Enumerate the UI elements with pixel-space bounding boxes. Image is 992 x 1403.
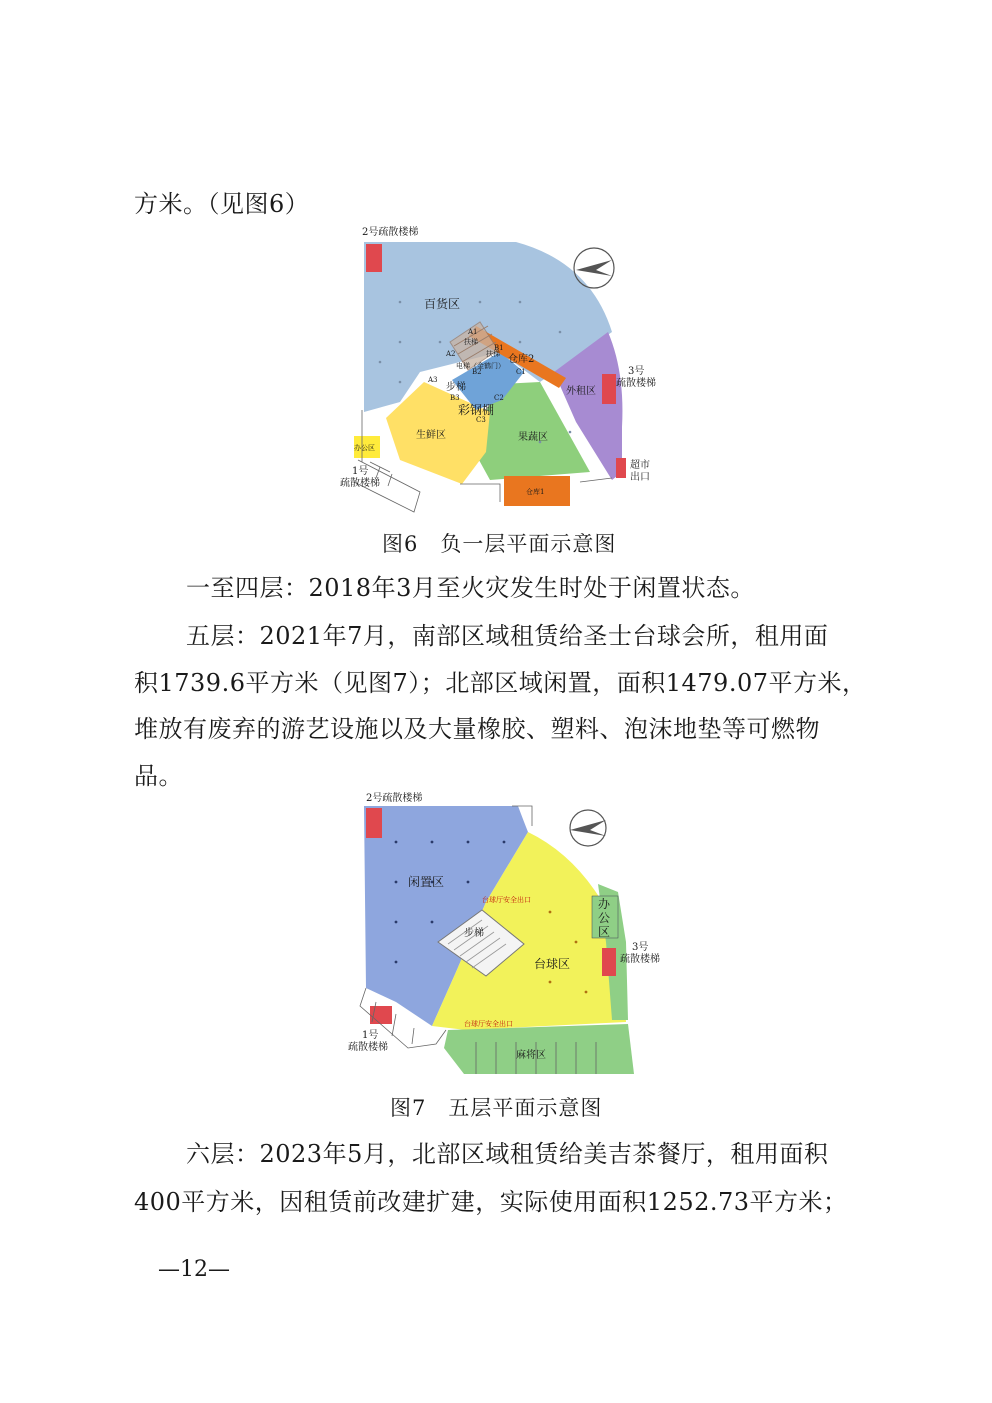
elevator-note-label: 电梯（金鹤门） <box>456 362 505 370</box>
stair1-label-line1: 1号 <box>362 1030 379 1041</box>
outer-rental-label: 外租区 <box>566 386 596 397</box>
office-label-line2: 公 <box>598 911 611 925</box>
page-number: —12— <box>158 1257 230 1282</box>
figure7-caption: 图7 五层平面示意图 <box>390 1096 603 1120</box>
super-exit-label-line2: 出口 <box>630 472 650 483</box>
stair2-block <box>366 808 382 838</box>
mahjong-zone <box>444 1024 634 1074</box>
a3-label: A3 <box>428 376 438 384</box>
c3-label: C3 <box>476 416 486 424</box>
paragraph-line-5: 堆放有废弃的游艺设施以及大量橡胶、塑料、泡沫地垫等可燃物 <box>134 715 820 743</box>
stair3-label-line2: 疏散楼梯 <box>620 954 660 965</box>
c1-label: C1 <box>516 368 526 376</box>
billiard-label: 台球区 <box>534 957 571 971</box>
a2-label: A2 <box>446 350 456 358</box>
stairs-label: 步梯 <box>446 382 466 393</box>
mahjong-label: 麻将区 <box>516 1050 546 1061</box>
billiard-exit-top-label: 台球厅安全出口 <box>482 896 531 904</box>
stair3-label-line1: 3号 <box>632 942 649 953</box>
stair2-block <box>366 244 382 272</box>
escalator-right-label: 扶梯 <box>486 350 500 358</box>
paragraph-line-6: 品。 <box>134 762 183 790</box>
super-exit-block <box>616 458 626 478</box>
b3-label: B3 <box>450 394 460 402</box>
stair1-label-line1: 1号 <box>352 466 369 477</box>
c2-label: C2 <box>494 394 504 402</box>
office-label-line1: 办 <box>598 897 611 911</box>
paragraph-line-8: 400平方米，因租赁前改建扩建，实际使用面积1252.73平方米； <box>134 1188 848 1216</box>
stair3-block <box>602 948 616 976</box>
department-label: 百货区 <box>424 297 461 311</box>
stair3-block <box>602 374 616 404</box>
paragraph-line-1: 方米。（见图6） <box>134 190 310 218</box>
escalator-left-label: 扶梯 <box>464 338 478 346</box>
floor-plan-5f-figure <box>336 792 660 1080</box>
stairs-label: 步梯 <box>464 928 484 939</box>
paragraph-line-7: 六层：2023年5月，北部区域租赁给美吉茶餐厅，租用面积 <box>186 1140 829 1168</box>
super-exit-label-line1: 超市 <box>630 460 650 471</box>
b2-label: B2 <box>472 368 482 376</box>
stair1-label-line2: 疏散楼梯 <box>340 478 380 489</box>
figure6-caption: 图6 负一层平面示意图 <box>382 532 617 556</box>
office-label: 办公区 <box>354 444 375 452</box>
idle-label: 闲置区 <box>408 875 445 889</box>
fruit-veg-label: 果蔬区 <box>518 432 548 443</box>
stair2-label: 2号疏散楼梯 <box>366 793 423 804</box>
stair2-label: 2号疏散楼梯 <box>362 227 419 238</box>
stair1-label-line2: 疏散楼梯 <box>348 1042 388 1053</box>
b1-label: B1 <box>494 344 504 352</box>
fresh-label: 生鲜区 <box>416 430 446 441</box>
stair3-label-line2: 疏散楼梯 <box>616 378 656 389</box>
billiard-exit-bottom-label: 台球厅安全出口 <box>464 1020 513 1028</box>
stair3-label-line1: 3号 <box>628 366 645 377</box>
a1-label: A1 <box>468 328 478 336</box>
office-label-line3: 区 <box>598 925 611 939</box>
paragraph-line-2: 一至四层：2018年3月至火灾发生时处于闲置状态。 <box>186 574 755 602</box>
warehouse2-label: 仓库2 <box>508 354 535 365</box>
floor-plan-b1-figure <box>340 222 660 518</box>
color-steel-label: 彩钢棚 <box>458 403 495 417</box>
warehouse1-label: 仓库1 <box>526 488 545 496</box>
paragraph-line-3: 五层：2021年7月，南部区域租赁给圣士台球会所，租用面 <box>186 622 829 650</box>
paragraph-line-4: 积1739.6平方米（见图7）；北部区域闲置，面积1479.07平方米， <box>134 669 867 697</box>
